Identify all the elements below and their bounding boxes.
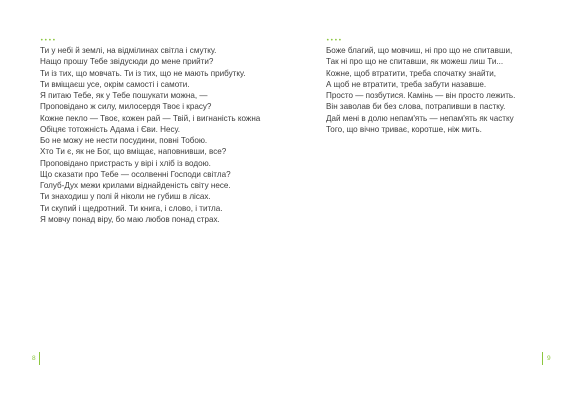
poem-line: Я питаю Тебе, як у Тебе пошукати можна, — xyxy=(40,91,208,100)
poem-line: Бо не можу не нести посудини, повні Тобою. xyxy=(40,136,208,145)
ornament-dots: •••• xyxy=(326,37,343,44)
page-number xyxy=(32,351,40,365)
poem-line: Нащо прошу Тебе звідусюди до мене прийти? xyxy=(40,57,214,67)
poem-line: Проповідано пристрасть у вірі і хліб із водою. xyxy=(40,158,211,168)
ornament-dots: •••• xyxy=(40,37,57,44)
right-page xyxy=(290,0,580,401)
poem-line: Голуб-Дух межи крилами віднайденість світу несе. xyxy=(40,181,231,190)
poem-line: Ти вміщаєш усе, окрім самості і самоти. xyxy=(40,79,190,89)
poem-text xyxy=(326,45,515,135)
poem-line: Що сказати про Тебе — осолвенні Господи світла? xyxy=(40,169,231,179)
poem-line: Хто Ти є, як не Бог, що вміщає, наповнивши, все? xyxy=(40,147,227,157)
poem-text xyxy=(40,45,260,225)
poem-line: Так ні про що не спитавши, як можеш лиш Ти... xyxy=(326,57,504,67)
poem-line: Боже благий, що мовчиш, ні про що не спитавши, xyxy=(326,46,513,55)
poem-line: А щоб не втратити, треба забути назавше. xyxy=(326,79,487,89)
page-number xyxy=(542,351,551,365)
poem-line: Просто — позбутися. Камінь — він просто лежить. xyxy=(326,91,516,100)
page-number-value: 8 xyxy=(32,354,36,362)
poem-line: Дай мені в долю непам'ять — непам'ять як частку xyxy=(326,113,514,123)
folio-divider xyxy=(39,352,40,365)
poem-line: Ти із тих, що мовчать. Ти із тих, що не мають прибутку. xyxy=(40,68,246,78)
poem-line: Ти у небі й землі, на відмілинах світла і смутку. xyxy=(40,46,217,55)
poem-line: Він заволав би без слова, потрапивши в пастку. xyxy=(326,102,506,112)
poem-line: Я мовчу понад віру, бо маю любов понад страх. xyxy=(40,214,220,224)
poem-line: Ти скупий і щедротний. Ти книга, і слово, і титла. xyxy=(40,203,223,213)
poem-line: Проповідано ж силу, милосердя Твоє і красу? xyxy=(40,102,212,112)
poem-line: Ти знаходиш у полі й ніколи не губиш в лісах. xyxy=(40,192,211,202)
page-number-value: 9 xyxy=(547,354,551,362)
poem-line: Кожне пекло — Твоє, кожен рай — Твій, і вигнаність кожна xyxy=(40,113,261,123)
poem-line: Того, що вічно триває, коротше, ніж мить. xyxy=(326,124,482,134)
folio-divider xyxy=(542,352,543,365)
poem-line: Кожне, щоб втратити, треба спочатку знайти, xyxy=(326,68,496,78)
poem-line: Обіцяє тотожність Адама і Єви. Несу. xyxy=(40,124,180,134)
